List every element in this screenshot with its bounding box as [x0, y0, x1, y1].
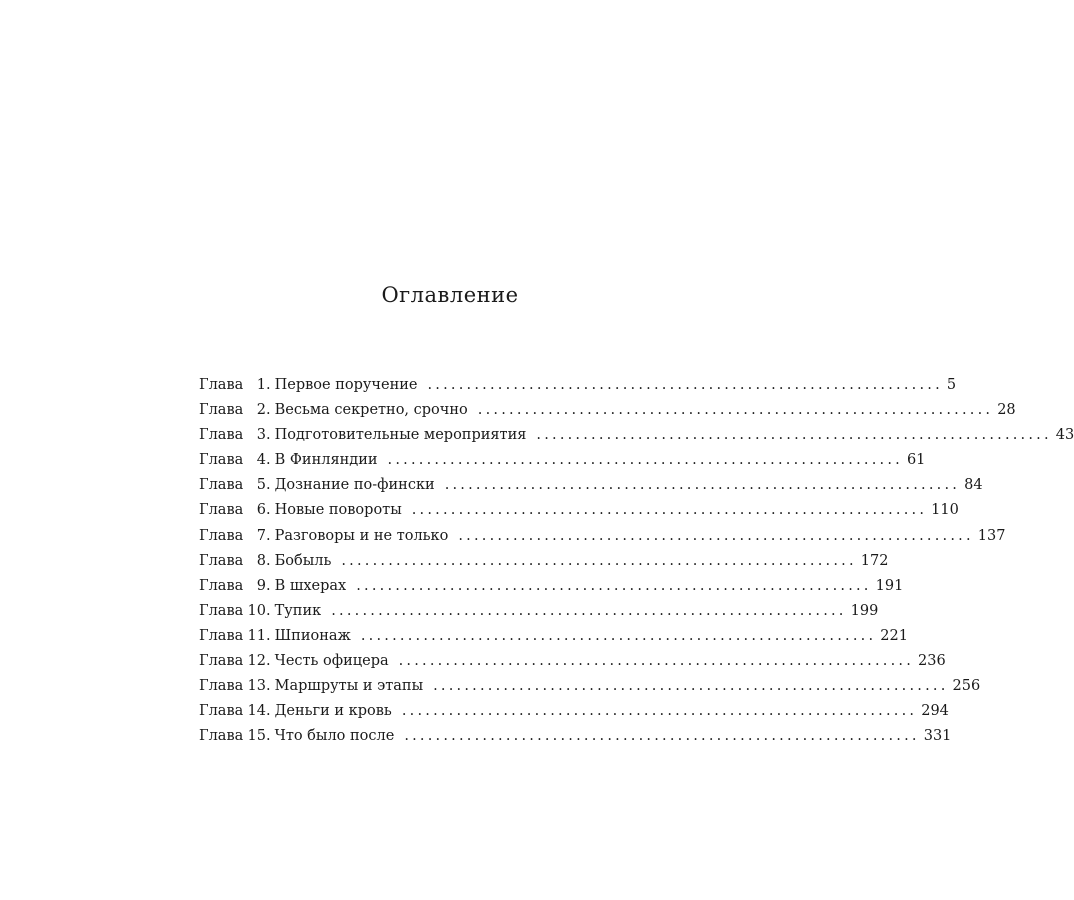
chapter-title: Весьма секретно, срочно — [274, 402, 468, 419]
toc-entry — [199, 373, 957, 398]
chapter-number-dot: . — [266, 377, 271, 393]
toc-entry — [199, 524, 1006, 549]
page-number: 221 — [880, 627, 908, 644]
dot-leader: .................................................................. — [536, 427, 1052, 444]
chapter-title: Маршруты и этапы — [274, 678, 424, 695]
chapter-title: Разговоры и не только — [274, 527, 449, 544]
chapter-number: 12 — [247, 653, 266, 670]
dot-leader: .................................................................. — [411, 502, 928, 519]
chapter-number-dot: . — [266, 653, 271, 670]
toc-entry — [199, 624, 908, 649]
chapter-word: Глава — [199, 703, 244, 720]
chapter-number: 3 — [256, 427, 266, 444]
toc-entry — [199, 649, 946, 674]
toc-list — [199, 373, 1074, 749]
chapter-number-dot: . — [266, 527, 271, 544]
chapter-word: Глава — [199, 402, 244, 419]
chapter-title: Честь офицера — [274, 653, 389, 670]
dot-leader: .................................................................. — [341, 552, 857, 569]
chapter-number-dot: . — [266, 502, 271, 519]
chapter-word: Глава — [199, 627, 244, 644]
chapter-number-dot: . — [266, 703, 271, 720]
chapter-title: Шпионаж — [274, 627, 351, 644]
toc-entry — [199, 448, 926, 473]
dot-leader: .................................................................. — [427, 377, 943, 393]
toc-entry — [199, 599, 879, 624]
chapter-number-dot: . — [266, 728, 271, 745]
page-number: 137 — [977, 527, 1006, 544]
chapter-number: 1 — [256, 377, 266, 393]
chapter-number: 5 — [256, 477, 266, 494]
chapter-word: Глава — [199, 477, 244, 494]
chapter-title: Деньги и кровь — [274, 703, 392, 720]
page-number: 61 — [906, 452, 926, 469]
chapter-number: 15 — [247, 728, 266, 745]
chapter-title: Подготовительные мероприятия — [274, 427, 527, 444]
chapter-number-dot: . — [266, 577, 271, 594]
page-number: 28 — [997, 402, 1016, 419]
page-number: 294 — [921, 703, 949, 720]
dot-leader: .................................................................. — [401, 703, 918, 720]
chapter-number-dot: . — [266, 552, 271, 569]
toc-heading: Оглавление — [381, 283, 519, 307]
toc-entry — [199, 674, 981, 699]
chapter-number-dot: . — [266, 602, 271, 619]
toc-entry — [199, 699, 949, 724]
toc-entry — [199, 498, 959, 523]
chapter-word: Глава — [199, 502, 244, 519]
page-number: 84 — [964, 477, 983, 494]
toc-entry — [199, 574, 904, 599]
chapter-title: Тупик — [274, 602, 322, 619]
toc-entry — [199, 549, 889, 574]
toc-entry — [199, 423, 1074, 448]
chapter-title: В Финляндии — [274, 452, 378, 469]
chapter-number: 10 — [247, 602, 266, 619]
chapter-number: 6 — [256, 502, 266, 519]
toc-entry — [199, 724, 952, 749]
dot-leader: .................................................................. — [404, 728, 920, 745]
chapter-title: Бобыль — [274, 552, 332, 569]
chapter-word: Глава — [199, 728, 244, 745]
toc-entry — [199, 398, 1016, 423]
chapter-number: 14 — [247, 703, 266, 720]
chapter-word: Глава — [199, 527, 244, 544]
chapter-title: Что было после — [274, 728, 395, 745]
dot-leader: .................................................................. — [387, 452, 903, 469]
chapter-number-dot: . — [266, 627, 271, 644]
chapter-number: 8 — [256, 552, 266, 569]
dot-leader: .................................................................. — [458, 527, 974, 544]
chapter-number: 7 — [256, 527, 266, 544]
chapter-word: Глава — [199, 653, 244, 670]
chapter-number-dot: . — [266, 477, 271, 494]
chapter-word: Глава — [199, 602, 244, 619]
page-number: 172 — [860, 552, 889, 569]
chapter-number: 11 — [247, 627, 266, 644]
page-number: 331 — [923, 728, 952, 745]
dot-leader: .................................................................. — [477, 402, 994, 419]
dot-leader: .................................................................. — [398, 653, 915, 670]
chapter-title: Первое поручение — [274, 377, 418, 393]
chapter-number-dot: . — [266, 452, 271, 469]
chapter-number: 13 — [247, 678, 266, 695]
page-number: 43 — [1055, 427, 1074, 444]
chapter-word: Глава — [199, 377, 244, 393]
chapter-word: Глава — [199, 678, 244, 695]
chapter-title: Дознание по-фински — [274, 477, 435, 494]
chapter-number-dot: . — [266, 427, 271, 444]
chapter-number: 4 — [256, 452, 266, 469]
chapter-number: 9 — [256, 577, 266, 594]
page-number: 5 — [946, 377, 957, 393]
chapter-word: Глава — [199, 552, 244, 569]
page-number: 191 — [875, 577, 904, 594]
chapter-word: Глава — [199, 452, 244, 469]
page-number: 256 — [952, 678, 981, 695]
dot-leader: .................................................................. — [433, 678, 949, 695]
dot-leader: .................................................................. — [444, 477, 961, 494]
chapter-number-dot: . — [266, 402, 271, 419]
chapter-number: 2 — [256, 402, 266, 419]
chapter-word: Глава — [199, 577, 244, 594]
chapter-title: В шхерах — [274, 577, 347, 594]
dot-leader: .................................................................. — [356, 577, 872, 594]
page-number: 236 — [918, 653, 946, 670]
chapter-number-dot: . — [266, 678, 271, 695]
dot-leader: .................................................................. — [360, 627, 877, 644]
page-number: 110 — [931, 502, 959, 519]
page-number: 199 — [850, 602, 879, 619]
chapter-title: Новые повороты — [274, 502, 402, 519]
chapter-word: Глава — [199, 427, 244, 444]
toc-entry — [199, 473, 983, 498]
dot-leader: .................................................................. — [331, 602, 847, 619]
